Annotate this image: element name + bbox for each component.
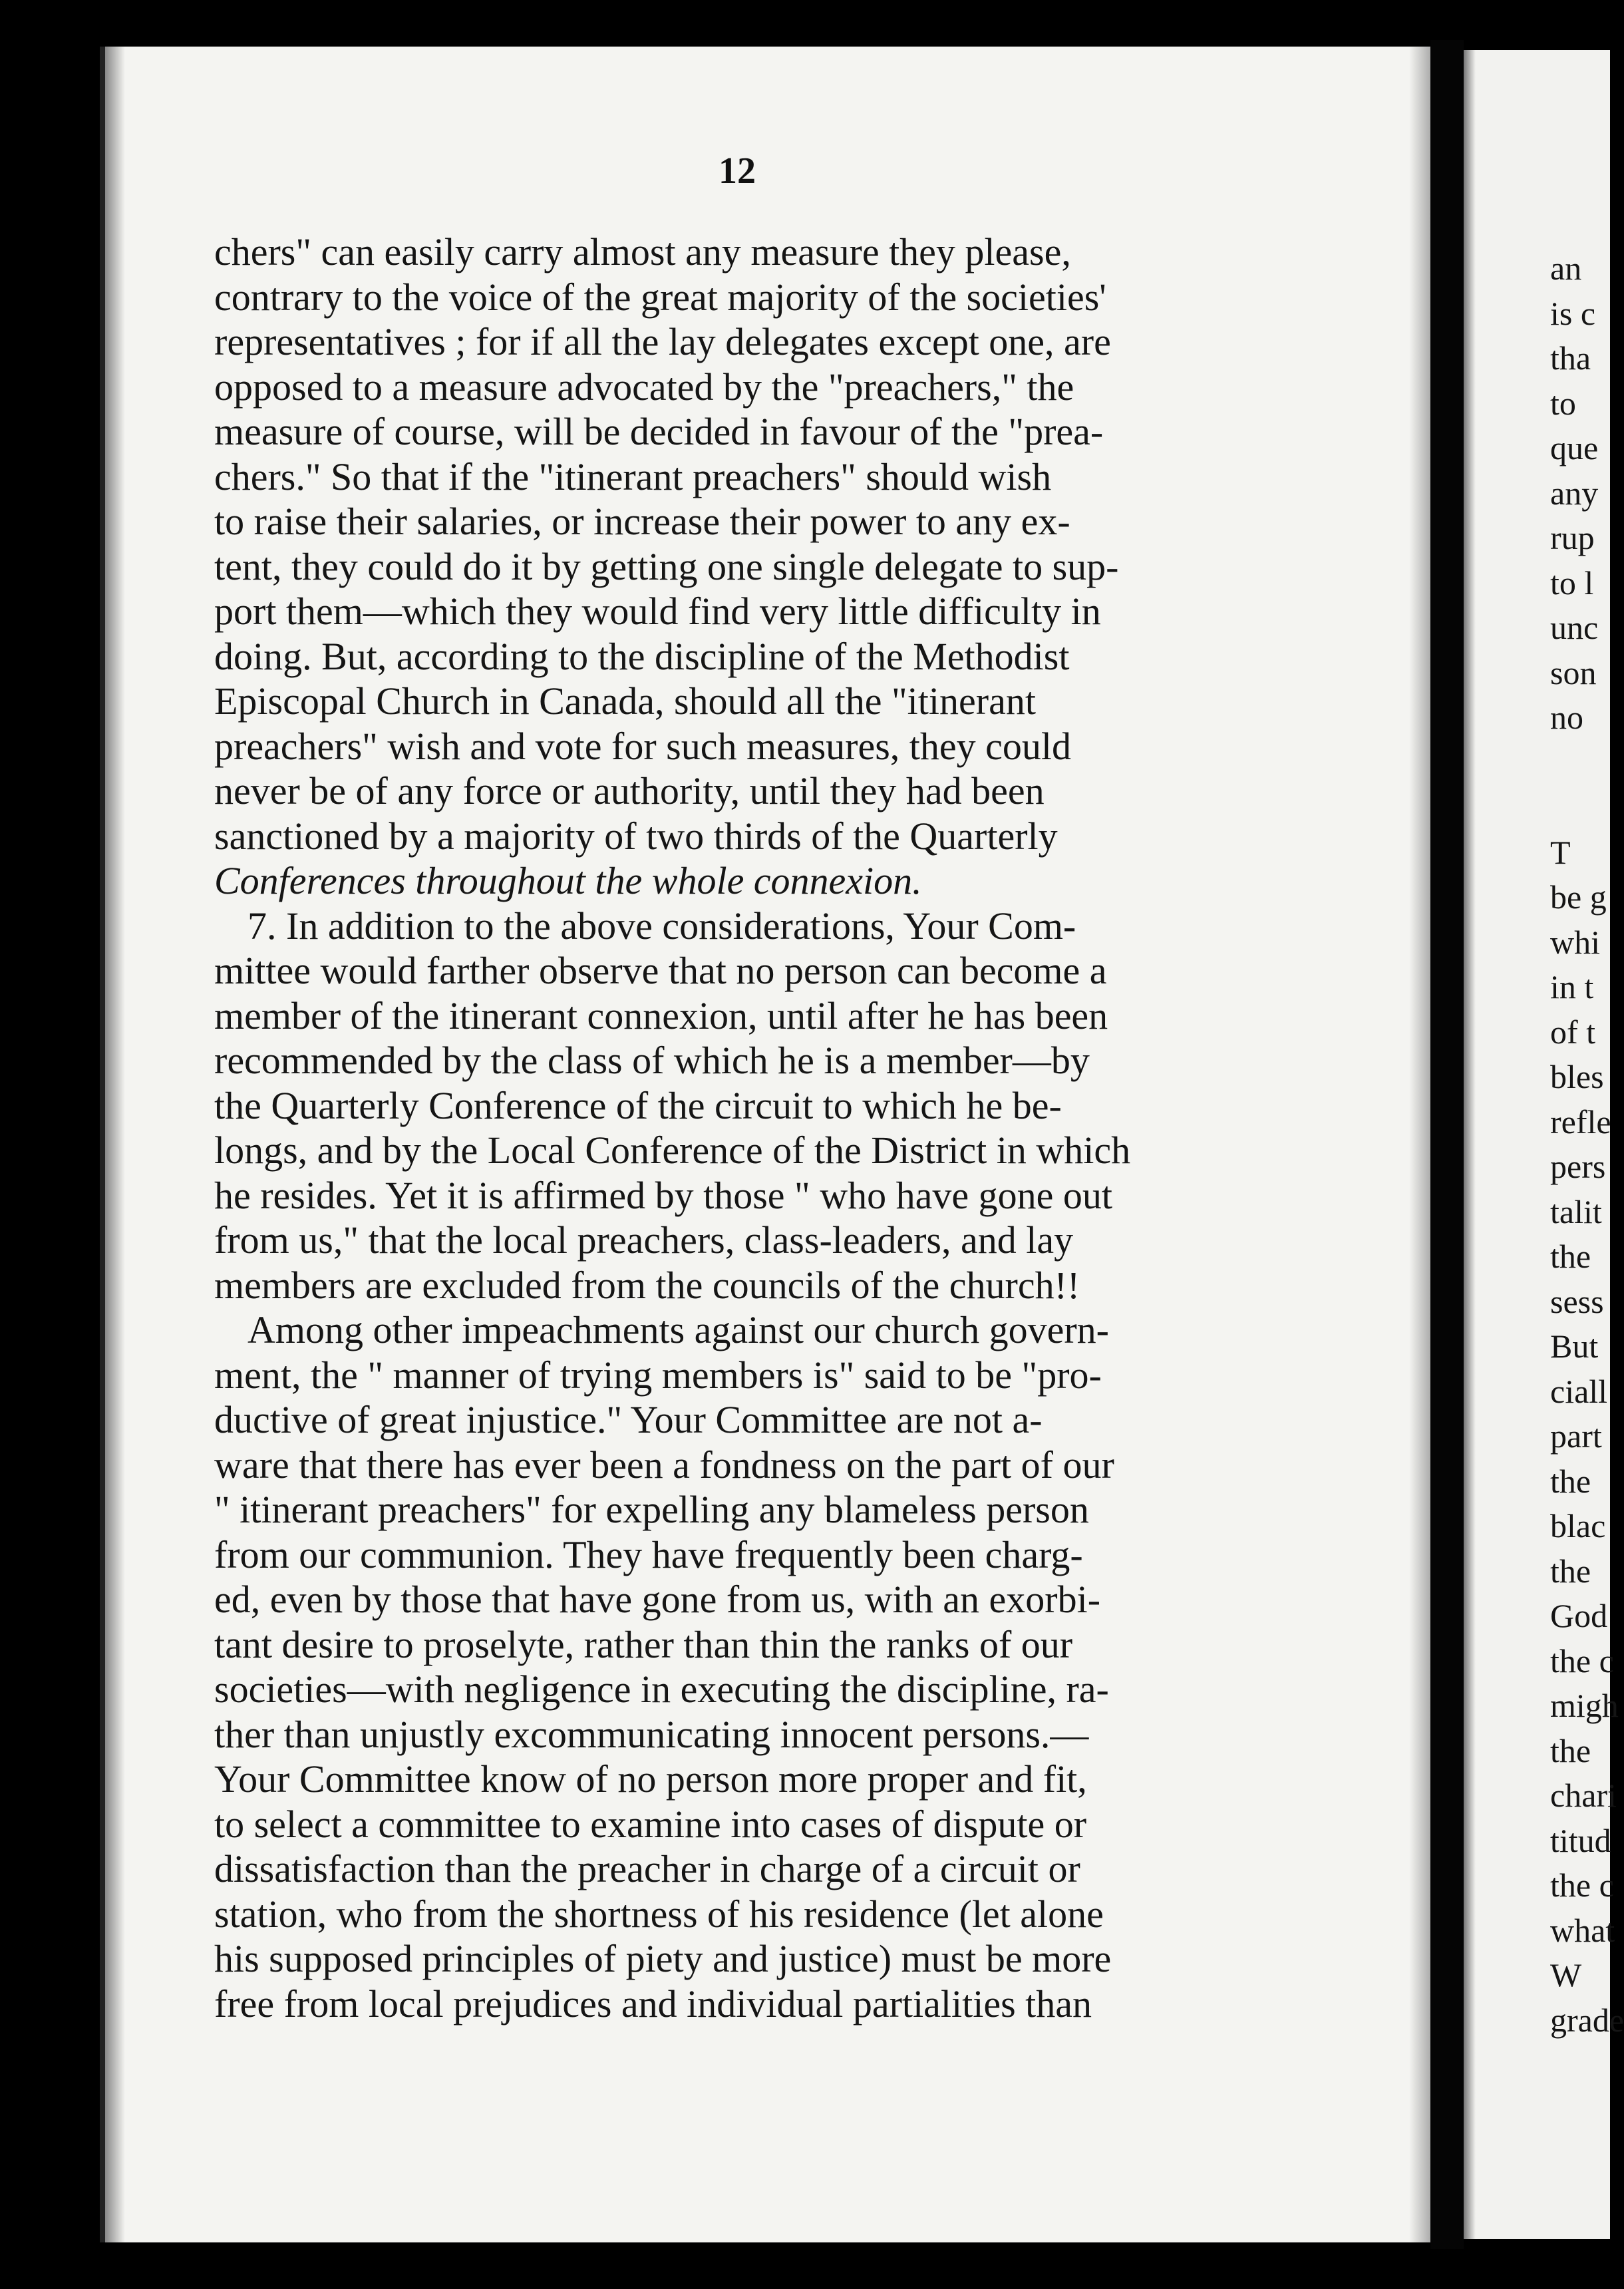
right-fragment: in t — [1550, 968, 1594, 1005]
right-fragment: grade — [1550, 2001, 1624, 2039]
text-line: tant desire to proselyte, rather than thin the ranks of our — [214, 1622, 1073, 1666]
text-line: port them—which they would find very little difficulty in — [214, 590, 1101, 633]
text-line: from our communion. They have frequently been charg- — [214, 1532, 1083, 1576]
text-line: ductive of great injustice." Your Committee are not a- — [214, 1398, 1043, 1441]
right-fragment: whi — [1550, 923, 1600, 961]
right-fragment: no — [1550, 699, 1583, 736]
right-fragment: titud — [1550, 1821, 1611, 1859]
right-fragment: But — [1550, 1327, 1599, 1365]
right-fragment: T — [1550, 833, 1571, 871]
right-fragment: part — [1550, 1417, 1602, 1455]
right-fragment: the c — [1550, 1642, 1614, 1679]
text-line: measure of course, will be decided in favour of the "prea- — [214, 410, 1104, 453]
text-line: member of the itinerant connexion, until after he has been — [214, 993, 1108, 1037]
right-fragment: pers — [1550, 1148, 1606, 1185]
text-line: chers" can easily carry almost any measure they please, — [214, 230, 1071, 273]
right-fragment: bles — [1550, 1058, 1604, 1095]
right-fragment: refle — [1550, 1103, 1611, 1141]
right-fragment: an — [1550, 250, 1582, 287]
text-line: recommended by the class of which he is a member—by — [214, 1039, 1090, 1082]
text-line: Episcopal Church in Canada, should all the "itinerant — [214, 679, 1036, 723]
right-fragment: the — [1550, 1731, 1591, 1769]
text-line: free from local prejudices and individual partialities than — [214, 1982, 1092, 2025]
right-fragment: ciall — [1550, 1372, 1608, 1410]
right-fragment: sess — [1550, 1282, 1604, 1320]
text-line: from us," that the local preachers, class-leaders, and lay — [214, 1218, 1074, 1262]
text-line: Your Committee know of no person more proper and fit, — [214, 1757, 1087, 1801]
text-line: sanctioned by a majority of two thirds of the Quarterly — [214, 814, 1058, 858]
right-fragment: que — [1550, 429, 1599, 466]
right-fragment: the — [1550, 1462, 1591, 1500]
text-line: opposed to a measure advocated by the "preachers," the — [214, 365, 1074, 409]
right-fragment: talit — [1550, 1192, 1602, 1230]
right-fragment: to l — [1550, 564, 1594, 602]
page-number: 12 — [719, 150, 756, 192]
right-fragment: of t — [1550, 1013, 1596, 1051]
text-line: societies—with negligence in executing the discipline, ra- — [214, 1668, 1109, 1711]
text-line: chers." So that if the "itinerant preachers" should wish — [214, 454, 1052, 498]
book-gutter — [1430, 40, 1464, 2249]
text-line: he resides. Yet it is affirmed by those " who have gone out — [214, 1173, 1112, 1217]
right-fragment: is c — [1550, 294, 1596, 332]
right-fragment: what — [1550, 1911, 1615, 1949]
text-line: tent, they could do it by getting one single delegate to sup- — [214, 544, 1119, 588]
text-line: Conferences throughout the whole connexion. — [214, 859, 922, 902]
right-fragment: the — [1550, 1552, 1591, 1590]
right-fragment: chari — [1550, 1777, 1617, 1814]
text-line: ware that there has ever been a fondness on the part of our — [214, 1443, 1114, 1487]
text-line: Among other impeachments against our church govern- — [247, 1308, 1109, 1351]
text-line: " itinerant preachers" for expelling any blameless person — [214, 1488, 1089, 1531]
text-line: contrary to the voice of the great majority of the societies' — [214, 275, 1106, 319]
text-line: the Quarterly Conference of the circuit to which he be- — [214, 1083, 1062, 1127]
text-line: members are excluded from the councils of the church!! — [214, 1263, 1080, 1307]
right-page-text — [1550, 246, 1624, 2043]
right-fragment: W — [1550, 1956, 1582, 1994]
text-line: station, who from the shortness of his residence (let alone — [214, 1892, 1104, 1936]
text-line: dissatisfaction than the preacher in charge of a circuit or — [214, 1847, 1080, 1890]
text-line: representatives ; for if all the lay delegates except one, are — [214, 320, 1111, 363]
right-fragment: God — [1550, 1597, 1608, 1634]
right-fragment: blac — [1550, 1507, 1606, 1544]
right-fragment: unc — [1550, 609, 1599, 646]
text-line: mittee would farther observe that no person can become a — [214, 949, 1107, 992]
right-fragment — [1550, 741, 1610, 786]
right-fragment: any — [1550, 474, 1599, 512]
text-line: doing. But, according to the discipline of the Methodist — [214, 634, 1070, 678]
right-fragment: the c — [1550, 1866, 1614, 1904]
text-line: to select a committee to examine into cases of dispute or — [214, 1802, 1087, 1846]
right-fragment — [1550, 785, 1610, 830]
right-fragment: tha — [1550, 339, 1591, 377]
text-line: ment, the " manner of trying members is" said to be "pro- — [214, 1353, 1102, 1397]
right-fragment: the — [1550, 1238, 1591, 1275]
right-fragment: be g — [1550, 878, 1607, 916]
text-line: ed, even by those that have gone from us, with an exorbi- — [214, 1578, 1101, 1621]
text-line: longs, and by the Local Conference of the District in which — [214, 1129, 1131, 1172]
text-line: ther than unjustly excommunicating innocent persons.— — [214, 1712, 1089, 1756]
text-line: 7. In addition to the above considerations, Your Com- — [247, 904, 1076, 948]
text-line: never be of any force or authority, until they had been — [214, 769, 1045, 812]
right-fragment: to — [1550, 384, 1576, 422]
right-fragment: rup — [1550, 519, 1595, 556]
text-line: to raise their salaries, or increase their power to any ex- — [214, 500, 1070, 543]
text-line: preachers" wish and vote for such measures, they could — [214, 724, 1071, 768]
right-fragment: migh — [1550, 1687, 1619, 1724]
body-text — [214, 230, 1279, 2026]
text-line: his supposed principles of piety and justice) must be more — [214, 1937, 1112, 1980]
right-fragment: son — [1550, 653, 1597, 691]
